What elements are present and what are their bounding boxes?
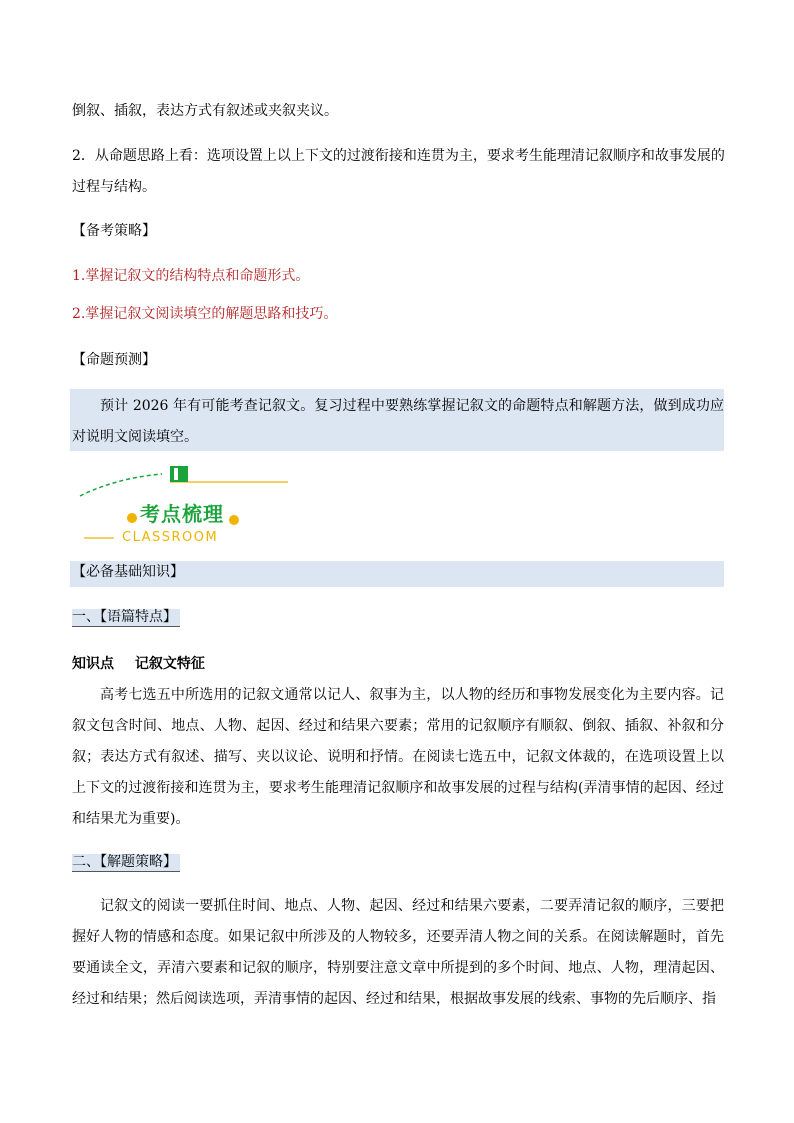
prep-item-2: 2.掌握记叙文阅读填空的解题思路和技巧。 [72,306,338,322]
prep-item-1: 1.掌握记叙文的结构特点和命题形式。 [72,268,310,284]
knowledge-point-label: 知识点 [72,656,114,672]
intro-line-2: 2．从命题思路上看：选项设置上以上下文的过渡衔接和连贯为主，要求考生能理清记叙顺序和故事发展的 [72,148,725,164]
classroom-logo [78,462,298,552]
section-2-label: 二、【解题策略】 [72,854,180,872]
section-1-heading [72,608,184,626]
section-2-heading [72,853,184,871]
prep-heading: 【备考策略】 [72,223,156,239]
intro-line-3: 过程与结构。 [72,179,156,195]
logo-title: 考点梳理 [140,502,224,526]
forecast-text: 预计 2026 年有可能考查记叙文。复习过程中要熟练掌握记叙文的命题特点和解题方法，做到成功应对说明文阅读填空。 [72,398,724,445]
intro-line-1: 倒叙、插叙，表达方式有叙述或夹叙夹议。 [72,103,338,119]
forecast-heading: 【命题预测】 [72,352,156,368]
basics-heading: 【必备基础知识】 [72,564,184,580]
logo-subtitle: CLASSROOM [122,530,219,545]
knowledge-point-text: 高考七选五中所选用的记叙文通常以记人、叙事为主，以人物的经历和事物发展变化为主要内容。记叙文包含时间、地点、人物、起因、经过和结果六要素；常用的记叙顺序有顺叙、倒叙、插叙、补叙和分叙；表达方式有叙述、描写、夹以议论、说明和抒情。在阅读七选五中，记叙文体裁的，在选项设置上以上下文的过渡衔接和连贯为主，要求考生能理清记叙顺序和故事发展的过程与结构(弄清事情的起因、经过和结果尤为重要)。 [72,687,724,827]
strategy-text: 记叙文的阅读一要抓住时间、地点、人物、起因、经过和结果六要素，二要弄清记叙的顺序，三要把握好人物的情感和态度。如果记叙中所涉及的人物较多，还要弄清人物之间的关系。在阅读解题时，首先要通读全文，弄清六要素和记叙的顺序，特别要注意文章中所提到的多个时间、地点、人物，理清起因、经过和结果；然后阅读选项，弄清事情的起因、经过和结果，根据故事发展的线索、事物的先后顺序、指 [72,898,724,1007]
knowledge-point-title [72,653,205,673]
knowledge-point-name: 记叙文特征 [134,656,205,672]
section-1-label: 一、【语篇特点】 [72,609,180,627]
